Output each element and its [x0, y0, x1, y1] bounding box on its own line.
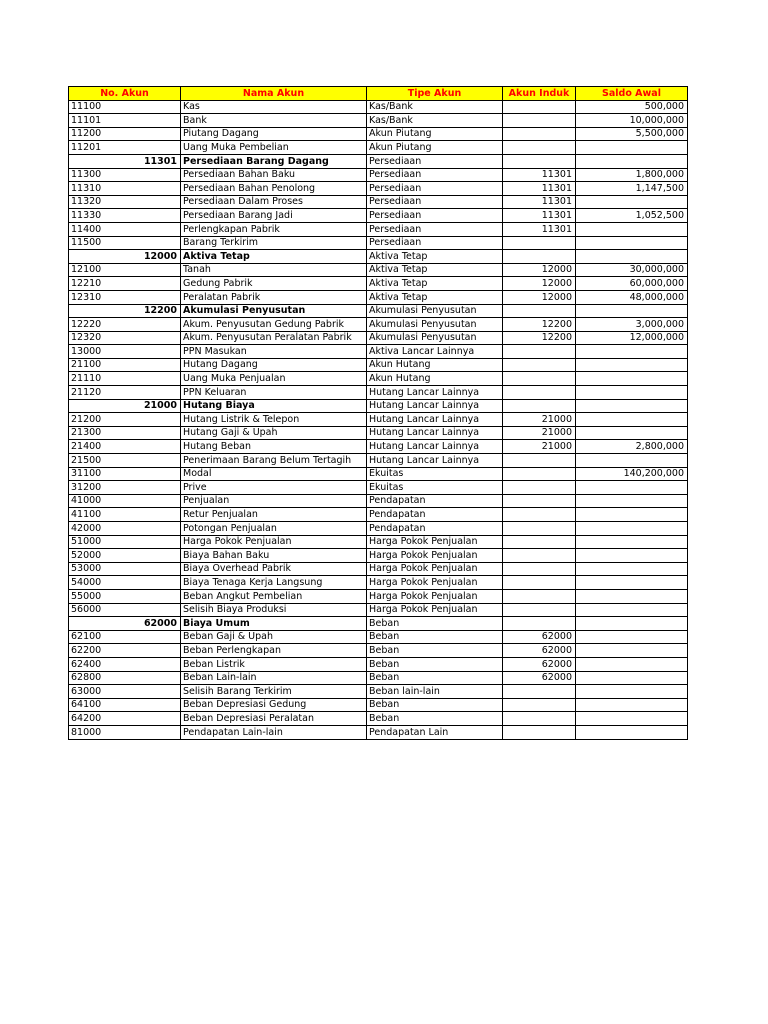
cell-nama-akun[interactable]: PPN Masukan: [181, 345, 367, 359]
cell-no-akun[interactable]: 62400: [69, 657, 181, 671]
cell-saldo-awal[interactable]: [576, 195, 688, 209]
cell-no-akun[interactable]: 12000: [69, 250, 181, 264]
cell-tipe-akun[interactable]: Persediaan: [367, 154, 503, 168]
cell-tipe-akun[interactable]: Beban: [367, 671, 503, 685]
cell-tipe-akun[interactable]: Aktiva Tetap: [367, 290, 503, 304]
cell-tipe-akun[interactable]: Akun Piutang: [367, 141, 503, 155]
cell-nama-akun[interactable]: Modal: [181, 467, 367, 481]
cell-saldo-awal[interactable]: 1,800,000: [576, 168, 688, 182]
table-row: [69, 630, 688, 644]
cell-no-akun[interactable]: 11500: [69, 236, 181, 250]
cell-nama-akun[interactable]: Bank: [181, 114, 367, 128]
cell-no-akun[interactable]: 11320: [69, 195, 181, 209]
cell-akun-induk[interactable]: [503, 345, 576, 359]
table-row: [69, 413, 688, 427]
cell-tipe-akun[interactable]: Hutang Lancar Lainnya: [367, 454, 503, 468]
table-row: [69, 304, 688, 318]
cell-tipe-akun[interactable]: Harga Pokok Penjualan: [367, 603, 503, 617]
cell-saldo-awal[interactable]: [576, 413, 688, 427]
cell-saldo-awal[interactable]: [576, 399, 688, 413]
table-row: [69, 603, 688, 617]
cell-saldo-awal[interactable]: 5,500,000: [576, 127, 688, 141]
cell-tipe-akun[interactable]: Aktiva Tetap: [367, 263, 503, 277]
header-nama-akun[interactable]: Nama Akun: [181, 87, 367, 101]
cell-nama-akun[interactable]: Beban Depresiasi Peralatan: [181, 712, 367, 726]
cell-nama-akun[interactable]: Hutang Dagang: [181, 358, 367, 372]
cell-akun-induk[interactable]: [503, 712, 576, 726]
cell-nama-akun[interactable]: Pendapatan Lain-lain: [181, 725, 367, 739]
cell-nama-akun[interactable]: Perlengkapan Pabrik: [181, 222, 367, 236]
cell-tipe-akun[interactable]: Harga Pokok Penjualan: [367, 589, 503, 603]
cell-tipe-akun[interactable]: Harga Pokok Penjualan: [367, 576, 503, 590]
cell-no-akun[interactable]: 64200: [69, 712, 181, 726]
cell-nama-akun[interactable]: Beban Depresiasi Gedung: [181, 698, 367, 712]
cell-nama-akun[interactable]: Beban Perlengkapan: [181, 644, 367, 658]
cell-no-akun[interactable]: 21120: [69, 386, 181, 400]
cell-nama-akun[interactable]: Akum. Penyusutan Peralatan Pabrik: [181, 331, 367, 345]
cell-saldo-awal[interactable]: [576, 644, 688, 658]
cell-no-akun[interactable]: 62100: [69, 630, 181, 644]
table-row: [69, 454, 688, 468]
cell-saldo-awal[interactable]: 10,000,000: [576, 114, 688, 128]
cell-akun-induk[interactable]: [503, 141, 576, 155]
table-row: [69, 725, 688, 739]
cell-akun-induk[interactable]: 11301: [503, 209, 576, 223]
cell-tipe-akun[interactable]: Pendapatan Lain: [367, 725, 503, 739]
cell-nama-akun[interactable]: Prive: [181, 481, 367, 495]
cell-saldo-awal[interactable]: 1,147,500: [576, 182, 688, 196]
cell-tipe-akun[interactable]: Harga Pokok Penjualan: [367, 549, 503, 563]
cell-no-akun[interactable]: 56000: [69, 603, 181, 617]
cell-no-akun[interactable]: 52000: [69, 549, 181, 563]
cell-akun-induk[interactable]: [503, 535, 576, 549]
cell-tipe-akun[interactable]: Aktiva Tetap: [367, 277, 503, 291]
cell-saldo-awal[interactable]: [576, 549, 688, 563]
table-row: [69, 426, 688, 440]
table-row: [69, 345, 688, 359]
cell-akun-induk[interactable]: 11301: [503, 195, 576, 209]
cell-nama-akun[interactable]: Kas: [181, 100, 367, 114]
cell-saldo-awal[interactable]: 140,200,000: [576, 467, 688, 481]
cell-no-akun[interactable]: 21000: [69, 399, 181, 413]
table-row: [69, 522, 688, 536]
cell-akun-induk[interactable]: [503, 617, 576, 631]
cell-nama-akun[interactable]: Selisih Biaya Produksi: [181, 603, 367, 617]
cell-no-akun[interactable]: 11201: [69, 141, 181, 155]
cell-no-akun[interactable]: 21300: [69, 426, 181, 440]
cell-tipe-akun[interactable]: Hutang Lancar Lainnya: [367, 440, 503, 454]
cell-akun-induk[interactable]: [503, 467, 576, 481]
cell-tipe-akun[interactable]: Hutang Lancar Lainnya: [367, 399, 503, 413]
cell-no-akun[interactable]: 11330: [69, 209, 181, 223]
cell-saldo-awal[interactable]: [576, 345, 688, 359]
cell-akun-induk[interactable]: [503, 358, 576, 372]
cell-tipe-akun[interactable]: Akun Hutang: [367, 372, 503, 386]
cell-no-akun[interactable]: 21100: [69, 358, 181, 372]
cell-tipe-akun[interactable]: Pendapatan: [367, 522, 503, 536]
cell-saldo-awal[interactable]: 12,000,000: [576, 331, 688, 345]
cell-saldo-awal[interactable]: [576, 508, 688, 522]
cell-nama-akun[interactable]: Potongan Penjualan: [181, 522, 367, 536]
cell-no-akun[interactable]: 11301: [69, 154, 181, 168]
cell-akun-induk[interactable]: [503, 549, 576, 563]
table-row: [69, 508, 688, 522]
cell-saldo-awal[interactable]: 2,800,000: [576, 440, 688, 454]
cell-nama-akun[interactable]: Biaya Bahan Baku: [181, 549, 367, 563]
table-row: [69, 576, 688, 590]
table-row: [69, 209, 688, 223]
cell-no-akun[interactable]: 11400: [69, 222, 181, 236]
cell-no-akun[interactable]: 55000: [69, 589, 181, 603]
cell-saldo-awal[interactable]: [576, 494, 688, 508]
cell-saldo-awal[interactable]: [576, 236, 688, 250]
cell-tipe-akun[interactable]: Harga Pokok Penjualan: [367, 535, 503, 549]
cell-nama-akun[interactable]: Persediaan Bahan Penolong: [181, 182, 367, 196]
cell-nama-akun[interactable]: PPN Keluaran: [181, 386, 367, 400]
cell-saldo-awal[interactable]: [576, 454, 688, 468]
cell-akun-induk[interactable]: 21000: [503, 440, 576, 454]
cell-tipe-akun[interactable]: Kas/Bank: [367, 100, 503, 114]
cell-akun-induk[interactable]: [503, 399, 576, 413]
cell-nama-akun[interactable]: Biaya Umum: [181, 617, 367, 631]
cell-nama-akun[interactable]: Beban Listrik: [181, 657, 367, 671]
cell-no-akun[interactable]: 31100: [69, 467, 181, 481]
table-row: [69, 494, 688, 508]
cell-akun-induk[interactable]: 62000: [503, 657, 576, 671]
cell-saldo-awal[interactable]: [576, 685, 688, 699]
cell-no-akun[interactable]: 11100: [69, 100, 181, 114]
cell-akun-induk[interactable]: 12000: [503, 263, 576, 277]
cell-nama-akun[interactable]: Uang Muka Pembelian: [181, 141, 367, 155]
cell-saldo-awal[interactable]: [576, 576, 688, 590]
table-row: [69, 657, 688, 671]
header-saldo-awal[interactable]: Saldo Awal: [576, 87, 688, 101]
table-row: [69, 358, 688, 372]
table-row: [69, 481, 688, 495]
cell-saldo-awal[interactable]: [576, 657, 688, 671]
cell-nama-akun[interactable]: Uang Muka Penjualan: [181, 372, 367, 386]
cell-akun-induk[interactable]: 12000: [503, 277, 576, 291]
cell-akun-induk[interactable]: [503, 236, 576, 250]
table-row: [69, 182, 688, 196]
cell-nama-akun[interactable]: Persediaan Bahan Baku: [181, 168, 367, 182]
cell-saldo-awal[interactable]: [576, 589, 688, 603]
cell-akun-induk[interactable]: 12200: [503, 331, 576, 345]
cell-akun-induk[interactable]: [503, 685, 576, 699]
cell-saldo-awal[interactable]: [576, 304, 688, 318]
cell-no-akun[interactable]: 81000: [69, 725, 181, 739]
cell-nama-akun[interactable]: Gedung Pabrik: [181, 277, 367, 291]
cell-saldo-awal[interactable]: [576, 603, 688, 617]
cell-nama-akun[interactable]: Akumulasi Penyusutan: [181, 304, 367, 318]
table-row: [69, 236, 688, 250]
cell-no-akun[interactable]: 13000: [69, 345, 181, 359]
cell-saldo-awal[interactable]: [576, 698, 688, 712]
cell-akun-induk[interactable]: [503, 508, 576, 522]
cell-akun-induk[interactable]: 21000: [503, 426, 576, 440]
cell-tipe-akun[interactable]: Persediaan: [367, 209, 503, 223]
cell-no-akun[interactable]: 62200: [69, 644, 181, 658]
cell-nama-akun[interactable]: Barang Terkirim: [181, 236, 367, 250]
header-akun-induk[interactable]: Akun Induk: [503, 87, 576, 101]
cell-no-akun[interactable]: 12320: [69, 331, 181, 345]
header-row: [69, 87, 688, 101]
cell-saldo-awal[interactable]: [576, 250, 688, 264]
table-row: [69, 222, 688, 236]
cell-tipe-akun[interactable]: Hutang Lancar Lainnya: [367, 426, 503, 440]
cell-nama-akun[interactable]: Tanah: [181, 263, 367, 277]
cell-tipe-akun[interactable]: Akun Piutang: [367, 127, 503, 141]
cell-saldo-awal[interactable]: 30,000,000: [576, 263, 688, 277]
cell-akun-induk[interactable]: [503, 386, 576, 400]
cell-nama-akun[interactable]: Persediaan Barang Dagang: [181, 154, 367, 168]
cell-nama-akun[interactable]: Selisih Barang Terkirim: [181, 685, 367, 699]
cell-saldo-awal[interactable]: [576, 712, 688, 726]
cell-saldo-awal[interactable]: [576, 535, 688, 549]
cell-no-akun[interactable]: 42000: [69, 522, 181, 536]
cell-no-akun[interactable]: 62800: [69, 671, 181, 685]
cell-tipe-akun[interactable]: Persediaan: [367, 195, 503, 209]
table-row: [69, 141, 688, 155]
cell-akun-induk[interactable]: [503, 603, 576, 617]
table-row: [69, 535, 688, 549]
cell-tipe-akun[interactable]: Pendapatan: [367, 508, 503, 522]
cell-nama-akun[interactable]: Beban Angkut Pembelian: [181, 589, 367, 603]
cell-nama-akun[interactable]: Hutang Gaji & Upah: [181, 426, 367, 440]
cell-tipe-akun[interactable]: Aktiva Tetap: [367, 250, 503, 264]
chart-of-accounts-table: [68, 86, 688, 740]
cell-saldo-awal[interactable]: [576, 386, 688, 400]
cell-no-akun[interactable]: 41100: [69, 508, 181, 522]
cell-saldo-awal[interactable]: [576, 522, 688, 536]
cell-akun-induk[interactable]: [503, 589, 576, 603]
cell-akun-induk[interactable]: [503, 127, 576, 141]
cell-tipe-akun[interactable]: Beban: [367, 630, 503, 644]
chart-of-accounts-sheet: [68, 86, 688, 740]
cell-saldo-awal[interactable]: [576, 671, 688, 685]
cell-tipe-akun[interactable]: Beban: [367, 712, 503, 726]
table-row: [69, 318, 688, 332]
table-row: [69, 698, 688, 712]
table-row: [69, 440, 688, 454]
cell-akun-induk[interactable]: [503, 562, 576, 576]
cell-no-akun[interactable]: 62000: [69, 617, 181, 631]
cell-akun-induk[interactable]: 11301: [503, 168, 576, 182]
cell-nama-akun[interactable]: Biaya Overhead Pabrik: [181, 562, 367, 576]
cell-tipe-akun[interactable]: Pendapatan: [367, 494, 503, 508]
cell-no-akun[interactable]: 64100: [69, 698, 181, 712]
table-row: [69, 154, 688, 168]
cell-akun-induk[interactable]: 21000: [503, 413, 576, 427]
table-row: [69, 685, 688, 699]
cell-tipe-akun[interactable]: Akumulasi Penyusutan: [367, 318, 503, 332]
cell-nama-akun[interactable]: Hutang Listrik & Telepon: [181, 413, 367, 427]
table-row: [69, 644, 688, 658]
cell-no-akun[interactable]: 12310: [69, 290, 181, 304]
cell-saldo-awal[interactable]: [576, 372, 688, 386]
cell-nama-akun[interactable]: Piutang Dagang: [181, 127, 367, 141]
cell-akun-induk[interactable]: [503, 154, 576, 168]
cell-nama-akun[interactable]: Biaya Tenaga Kerja Langsung: [181, 576, 367, 590]
cell-akun-induk[interactable]: [503, 481, 576, 495]
cell-saldo-awal[interactable]: [576, 481, 688, 495]
cell-tipe-akun[interactable]: Aktiva Lancar Lainnya: [367, 345, 503, 359]
cell-no-akun[interactable]: 53000: [69, 562, 181, 576]
cell-akun-induk[interactable]: 12200: [503, 318, 576, 332]
table-row: [69, 277, 688, 291]
cell-akun-induk[interactable]: 62000: [503, 630, 576, 644]
cell-tipe-akun[interactable]: Persediaan: [367, 182, 503, 196]
cell-tipe-akun[interactable]: Beban: [367, 698, 503, 712]
table-row: [69, 712, 688, 726]
cell-akun-induk[interactable]: [503, 698, 576, 712]
cell-tipe-akun[interactable]: Hutang Lancar Lainnya: [367, 386, 503, 400]
cell-no-akun[interactable]: 12210: [69, 277, 181, 291]
cell-tipe-akun[interactable]: Ekuitas: [367, 467, 503, 481]
table-row: [69, 589, 688, 603]
header-no-akun[interactable]: No. Akun: [69, 87, 181, 101]
cell-no-akun[interactable]: 21500: [69, 454, 181, 468]
cell-tipe-akun[interactable]: Kas/Bank: [367, 114, 503, 128]
cell-saldo-awal[interactable]: 500,000: [576, 100, 688, 114]
cell-tipe-akun[interactable]: Harga Pokok Penjualan: [367, 562, 503, 576]
cell-no-akun[interactable]: 12220: [69, 318, 181, 332]
cell-saldo-awal[interactable]: [576, 154, 688, 168]
cell-tipe-akun[interactable]: Akumulasi Penyusutan: [367, 304, 503, 318]
table-row: [69, 562, 688, 576]
cell-saldo-awal[interactable]: [576, 222, 688, 236]
table-row: [69, 617, 688, 631]
cell-saldo-awal[interactable]: [576, 617, 688, 631]
cell-nama-akun[interactable]: Retur Penjualan: [181, 508, 367, 522]
cell-akun-induk[interactable]: 11301: [503, 182, 576, 196]
cell-tipe-akun[interactable]: Beban: [367, 617, 503, 631]
cell-nama-akun[interactable]: Hutang Biaya: [181, 399, 367, 413]
cell-saldo-awal[interactable]: 48,000,000: [576, 290, 688, 304]
cell-akun-induk[interactable]: 62000: [503, 644, 576, 658]
cell-no-akun[interactable]: 41000: [69, 494, 181, 508]
cell-nama-akun[interactable]: Harga Pokok Penjualan: [181, 535, 367, 549]
cell-no-akun[interactable]: 11200: [69, 127, 181, 141]
cell-nama-akun[interactable]: Persediaan Barang Jadi: [181, 209, 367, 223]
cell-saldo-awal[interactable]: 3,000,000: [576, 318, 688, 332]
cell-akun-induk[interactable]: [503, 100, 576, 114]
cell-tipe-akun[interactable]: Ekuitas: [367, 481, 503, 495]
cell-tipe-akun[interactable]: Hutang Lancar Lainnya: [367, 413, 503, 427]
cell-akun-induk[interactable]: [503, 522, 576, 536]
table-row: [69, 100, 688, 114]
cell-akun-induk[interactable]: [503, 725, 576, 739]
cell-nama-akun[interactable]: Penerimaan Barang Belum Tertagih: [181, 454, 367, 468]
cell-tipe-akun[interactable]: Beban: [367, 657, 503, 671]
cell-saldo-awal[interactable]: [576, 358, 688, 372]
cell-saldo-awal[interactable]: [576, 141, 688, 155]
cell-no-akun[interactable]: 21110: [69, 372, 181, 386]
cell-tipe-akun[interactable]: Akumulasi Penyusutan: [367, 331, 503, 345]
cell-nama-akun[interactable]: Persediaan Dalam Proses: [181, 195, 367, 209]
cell-saldo-awal[interactable]: [576, 725, 688, 739]
cell-tipe-akun[interactable]: Persediaan: [367, 236, 503, 250]
cell-no-akun[interactable]: 12100: [69, 263, 181, 277]
table-row: [69, 399, 688, 413]
cell-saldo-awal[interactable]: [576, 426, 688, 440]
cell-nama-akun[interactable]: Hutang Beban: [181, 440, 367, 454]
table-row: [69, 386, 688, 400]
cell-akun-induk[interactable]: [503, 250, 576, 264]
cell-no-akun[interactable]: 11310: [69, 182, 181, 196]
cell-akun-induk[interactable]: [503, 304, 576, 318]
cell-nama-akun[interactable]: Peralatan Pabrik: [181, 290, 367, 304]
header-tipe-akun[interactable]: Tipe Akun: [367, 87, 503, 101]
cell-akun-induk[interactable]: [503, 576, 576, 590]
table-row: [69, 467, 688, 481]
cell-tipe-akun[interactable]: Akun Hutang: [367, 358, 503, 372]
table-row: [69, 671, 688, 685]
cell-saldo-awal[interactable]: 60,000,000: [576, 277, 688, 291]
cell-tipe-akun[interactable]: Persediaan: [367, 168, 503, 182]
cell-no-akun[interactable]: 21400: [69, 440, 181, 454]
table-row: [69, 331, 688, 345]
cell-tipe-akun[interactable]: Persediaan: [367, 222, 503, 236]
cell-saldo-awal[interactable]: 1,052,500: [576, 209, 688, 223]
cell-nama-akun[interactable]: Beban Lain-lain: [181, 671, 367, 685]
table-row: [69, 195, 688, 209]
table-row: [69, 372, 688, 386]
cell-no-akun[interactable]: 54000: [69, 576, 181, 590]
cell-akun-induk[interactable]: 62000: [503, 671, 576, 685]
cell-no-akun[interactable]: 63000: [69, 685, 181, 699]
cell-akun-induk[interactable]: [503, 494, 576, 508]
table-body: [69, 100, 688, 739]
table-row: [69, 114, 688, 128]
cell-no-akun[interactable]: 12200: [69, 304, 181, 318]
cell-akun-induk[interactable]: 11301: [503, 222, 576, 236]
cell-akun-induk[interactable]: [503, 372, 576, 386]
table-row: [69, 168, 688, 182]
cell-no-akun[interactable]: 11101: [69, 114, 181, 128]
cell-akun-induk[interactable]: 12000: [503, 290, 576, 304]
cell-saldo-awal[interactable]: [576, 630, 688, 644]
cell-no-akun[interactable]: 21200: [69, 413, 181, 427]
table-row: [69, 290, 688, 304]
table-row: [69, 127, 688, 141]
cell-tipe-akun[interactable]: Beban: [367, 644, 503, 658]
cell-no-akun[interactable]: 11300: [69, 168, 181, 182]
cell-nama-akun[interactable]: Aktiva Tetap: [181, 250, 367, 264]
cell-akun-induk[interactable]: [503, 454, 576, 468]
cell-nama-akun[interactable]: Beban Gaji & Upah: [181, 630, 367, 644]
cell-no-akun[interactable]: 31200: [69, 481, 181, 495]
table-row: [69, 549, 688, 563]
cell-no-akun[interactable]: 51000: [69, 535, 181, 549]
table-row: [69, 250, 688, 264]
cell-saldo-awal[interactable]: [576, 562, 688, 576]
cell-akun-induk[interactable]: [503, 114, 576, 128]
table-row: [69, 263, 688, 277]
cell-tipe-akun[interactable]: Beban lain-lain: [367, 685, 503, 699]
cell-nama-akun[interactable]: Akum. Penyusutan Gedung Pabrik: [181, 318, 367, 332]
cell-nama-akun[interactable]: Penjualan: [181, 494, 367, 508]
